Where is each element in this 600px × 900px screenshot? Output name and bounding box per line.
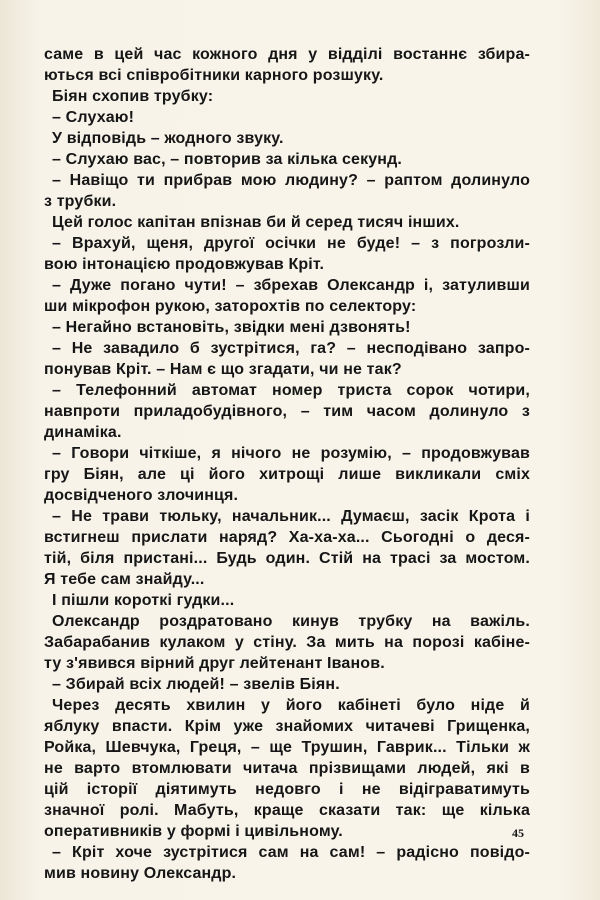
- text-line: тій, біля пристані... Будь один. Стій на трасі за мостом.: [44, 550, 530, 567]
- text-line: саме в цей час кожного дня у відділі востаннє збира-: [44, 46, 530, 63]
- text-line: – Слухаю!: [52, 109, 135, 126]
- text-line: Біян схопив трубку:: [52, 88, 214, 105]
- text-line: – Слухаю вас, – повторив за кілька секунд.: [52, 151, 403, 168]
- text-line: – Врахуй, щеня, другої осічки не буде! – з погрозли-: [52, 235, 530, 252]
- text-line: – Телефонний автомат номер триста сорок чотири,: [52, 382, 530, 399]
- text-line: Ройка, Шевчука, Греця, – ще Трушин, Гаврик... Тільки ж: [44, 739, 530, 756]
- text-line: ються всі співробітники карного розшуку.: [44, 67, 384, 84]
- text-line: – Не завадило б зустрітися, га? – несподівано запро-: [52, 340, 530, 357]
- text-line: з трубки.: [44, 193, 117, 210]
- text-line: оперативників у формі і цивільному.: [44, 823, 343, 840]
- text-line: – Негайно встановіть, звідки мені дзвонять!: [52, 319, 411, 336]
- page-text: [44, 44, 530, 884]
- text-line: ши мікрофон рукою, заторохтів по селектору:: [44, 298, 417, 315]
- text-line: мив новину Олександр.: [44, 865, 237, 882]
- text-line: У відповідь – жодного звуку.: [52, 130, 284, 147]
- text-line: цій історії діятимуть недовго і не відіграватимуть: [44, 781, 530, 798]
- text-line: ту з'явився вірний друг лейтенант Іванов.: [44, 655, 385, 672]
- text-line: понував Кріт. – Нам є що згадати, чи не так?: [44, 361, 402, 378]
- text-line: Цей голос капітан впізнав би й серед тисяч інших.: [52, 214, 460, 231]
- text-line: динаміка.: [44, 424, 122, 441]
- text-line: вою інтонацією продовжував Кріт.: [44, 256, 325, 273]
- text-line: – Збирай всіх людей! – звелів Біян.: [52, 676, 340, 693]
- text-line: – Дуже погано чути! – збрехав Олександр і, затуливши: [52, 277, 530, 294]
- text-line: – Говори чіткіше, я нічого не розумію, – продовжував: [52, 445, 530, 462]
- text-line: яблуку впасти. Крім уже знайомих читачеві Грищенка,: [44, 718, 530, 735]
- text-line: Забарабанив кулаком у стіну. За мить на порозі кабіне-: [44, 634, 530, 651]
- text-line: Через десять хвилин у його кабінеті було ніде й: [52, 697, 530, 714]
- text-line: значної ролі. Мабуть, краще сказати так: ще кілька: [44, 802, 530, 819]
- text-line: І пішли короткі гудки...: [52, 592, 235, 609]
- text-line: гру Біян, але ці його хитрощі лише викликали сміх: [44, 466, 530, 483]
- text-line: встигнеш прислати наряд? Ха-ха-ха... Сьогодні о деся-: [44, 529, 530, 546]
- text-line: – Не трави тюльку, начальник... Думаєш, засік Крота і: [52, 508, 530, 525]
- text-line: – Навіщо ти прибрав мою людину? – раптом долинуло: [52, 172, 530, 189]
- text-line: досвідченого злочинця.: [44, 487, 239, 504]
- page-number: 45: [512, 826, 524, 840]
- text-line: – Кріт хоче зустрітися сам на сам! – радісно повідо-: [52, 844, 530, 861]
- text-line: навпроти приладобудівного, – тим часом долинуло з: [44, 403, 530, 420]
- text-line: не варто втомлювати читача прізвищами людей, які в: [44, 760, 530, 777]
- text-line: Олександр роздратовано кинув трубку на важіль.: [52, 613, 530, 630]
- text-line: Я тебе сам знайду...: [44, 571, 205, 588]
